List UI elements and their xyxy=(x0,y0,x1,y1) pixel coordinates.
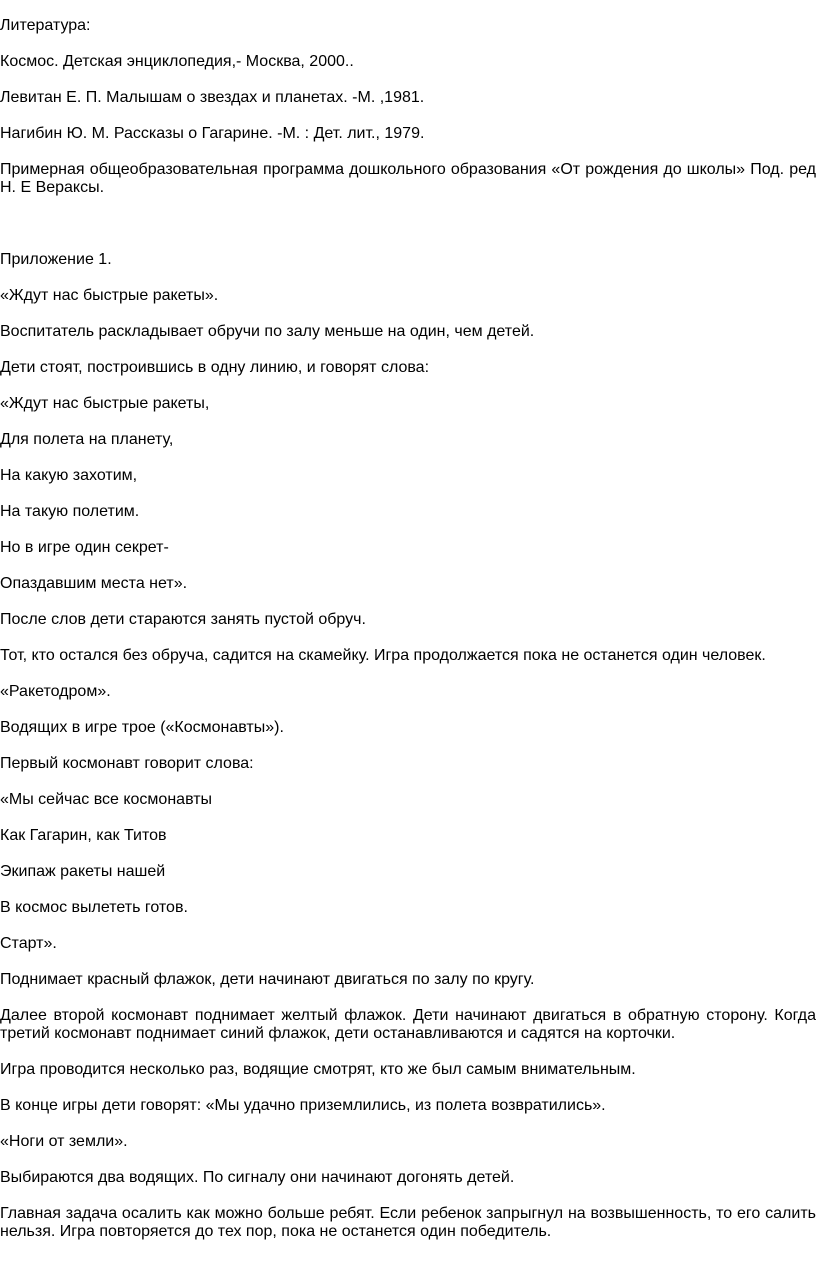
paragraph: «Ждут нас быстрые ракеты, xyxy=(0,395,210,412)
paragraph: Поднимает красный флажок, дети начинают двигаться по залу по кругу. xyxy=(0,971,535,988)
paragraph: Дети стоят, построившись в одну линию, и говорят слова: xyxy=(0,359,430,376)
paragraph: На какую захотим, xyxy=(0,467,138,484)
paragraph: Игра проводится несколько раз, водящие смотрят, кто же был самым внимательным. xyxy=(0,1061,636,1078)
paragraph: Левитан Е. П. Малышам о звездах и планетах. -М. ,1981. xyxy=(0,89,425,106)
paragraph: Водящих в игре трое («Космонавты»). xyxy=(0,719,284,736)
paragraph: «Ноги от земли». xyxy=(0,1133,128,1150)
paragraph: Воспитатель раскладывает обручи по залу меньше на один, чем детей. xyxy=(0,323,535,340)
paragraph: Как Гагарин, как Титов xyxy=(0,827,167,844)
paragraph: После слов дети стараются занять пустой обруч. xyxy=(0,611,366,628)
paragraph: Тот, кто остался без обруча, садится на скамейку. Игра продолжается пока не останется один человек. xyxy=(0,647,766,664)
paragraph: Первый космонавт говорит слова: xyxy=(0,755,254,772)
paragraph: Но в игре один секрет- xyxy=(0,539,169,556)
paragraph: На такую полетим. xyxy=(0,503,140,520)
paragraph: Старт». xyxy=(0,935,57,952)
paragraph: Главная задача осалить как можно больше ребят. Если ребенок запрыгнул на возвышенность, то его салить нельзя. Игра повторяется до тех пор, пока не останется один победитель. xyxy=(0,1205,816,1240)
paragraph: Экипаж ракеты нашей xyxy=(0,863,166,880)
paragraph: В конце игры дети говорят: «Мы удачно приземлились, из полета возвратились». xyxy=(0,1097,606,1114)
paragraph: Для полета на планету, xyxy=(0,431,174,448)
paragraph: Опаздавшим места нет». xyxy=(0,575,188,592)
paragraph: «Ракетодром». xyxy=(0,683,111,700)
blank-paragraph xyxy=(0,215,816,233)
paragraph: «Мы сейчас все космонавты xyxy=(0,791,213,808)
paragraph: Выбираются два водящих. По сигналу они начинают догонять детей. xyxy=(0,1169,515,1186)
paragraph: Нагибин Ю. М. Рассказы о Гагарине. -М. : Дет. лит., 1979. xyxy=(0,125,425,142)
paragraph: «Ждут нас быстрые ракеты». xyxy=(0,287,219,304)
paragraph: Далее второй космонавт поднимает желтый флажок. Дети начинают двигаться в обратную сторону. Когда третий космонавт поднимает синий флажок, дети останавливаются и садятся на корточки. xyxy=(0,1007,816,1042)
paragraph: Литература: xyxy=(0,17,91,34)
paragraph: Приложение 1. xyxy=(0,251,112,268)
paragraph: В космос вылететь готов. xyxy=(0,899,188,916)
paragraph: Космос. Детская энциклопедия,- Москва, 2000.. xyxy=(0,53,354,70)
paragraph: Примерная общеобразовательная программа дошкольного образования «От рождения до школы» Под. ред Н. Е Вераксы. xyxy=(0,161,816,196)
